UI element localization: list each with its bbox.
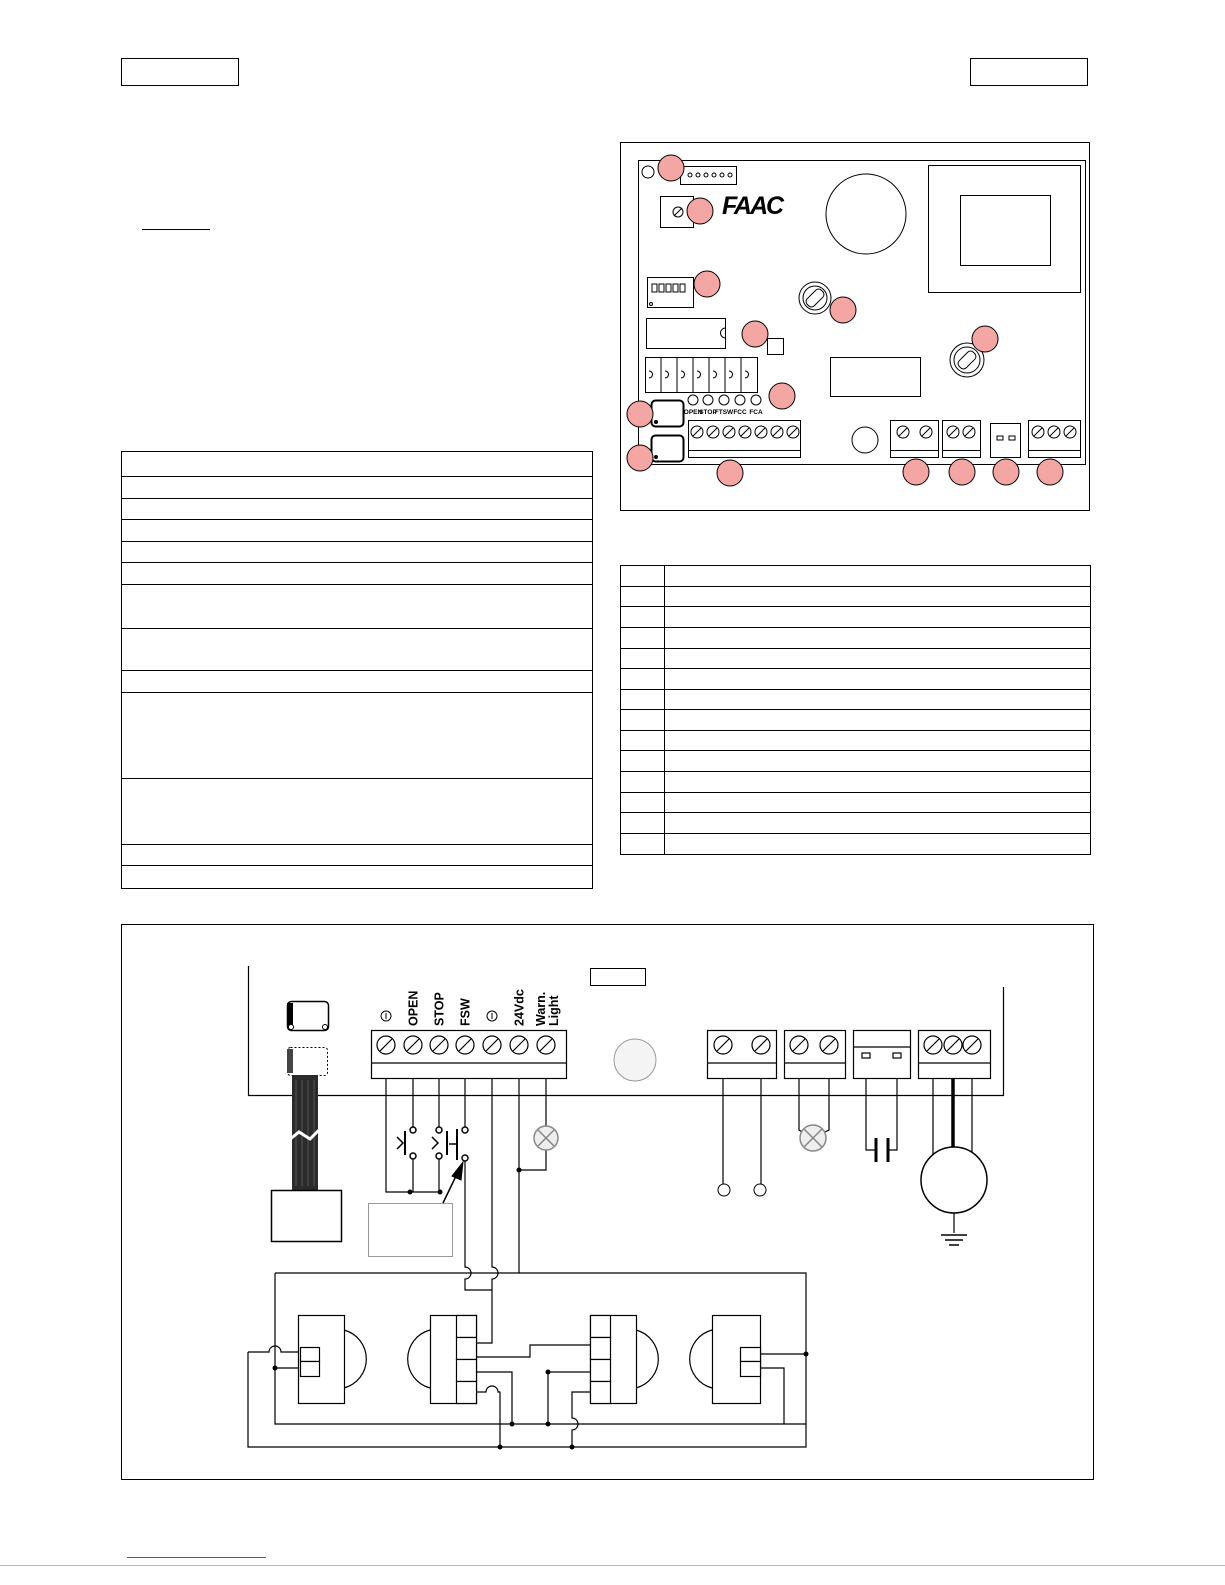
- table-cell: [122, 499, 592, 519]
- table-row: [621, 834, 1090, 855]
- motor-icon: [921, 1147, 987, 1213]
- table-row: [122, 845, 592, 866]
- dip-switch: [648, 278, 694, 308]
- table-cell-description: [665, 751, 1090, 771]
- table-cell-ref: [621, 587, 665, 606]
- table-cell-ref: [621, 793, 665, 812]
- table-cell-ref: [621, 607, 665, 627]
- table-row: [122, 693, 592, 779]
- led-lens: [614, 1039, 656, 1081]
- table-row: [122, 585, 592, 629]
- table-cell-description: [665, 772, 1090, 792]
- table-cell: [122, 779, 592, 844]
- table-cell: [122, 845, 592, 865]
- low-voltage-terminal-block: [688, 421, 801, 458]
- led-label-fcc: FCC: [733, 409, 747, 416]
- callout-marker: [658, 155, 684, 181]
- footer-link-underline: [127, 1557, 266, 1558]
- led-label-ftsw: FTSW: [714, 409, 734, 416]
- faac-logo: FAAC: [722, 192, 783, 220]
- terminal-label-stop: STOP: [432, 992, 447, 1026]
- table-cell-ref: [621, 772, 665, 792]
- callout-marker: [687, 198, 713, 224]
- table-cell-ref: [621, 669, 665, 689]
- callout-marker: [627, 445, 653, 471]
- table-row: [621, 649, 1090, 669]
- power-relay: [831, 358, 921, 397]
- components-table: [620, 565, 1091, 855]
- table-cell-description: [665, 793, 1090, 812]
- table-row: [122, 779, 592, 845]
- callout-marker: [717, 460, 743, 486]
- footer-rule: [0, 1565, 1225, 1566]
- table-cell: [122, 452, 592, 476]
- table-cell-ref: [621, 834, 665, 855]
- table-cell: [122, 520, 592, 541]
- warning-lamp-icon: [534, 1126, 558, 1150]
- table-row: [621, 669, 1090, 690]
- callout-marker: [627, 401, 653, 427]
- note-box: [369, 1204, 453, 1257]
- table-cell-description: [665, 587, 1090, 606]
- led-lens: [852, 427, 878, 453]
- table-cell: [122, 671, 592, 692]
- table-row: [122, 542, 592, 563]
- mounting-hole: [642, 166, 654, 178]
- table-cell: [122, 542, 592, 562]
- terminal-label-warn: Warn.: [534, 991, 548, 1026]
- board-layout-diagram: [620, 142, 1090, 511]
- table-cell-description: [665, 813, 1090, 833]
- table-cell-description: [665, 607, 1090, 627]
- table-row: [122, 629, 592, 671]
- led-stop: [703, 395, 713, 405]
- wiring-diagram: [121, 924, 1094, 1480]
- table-row: [621, 690, 1090, 710]
- table-row: [122, 866, 592, 889]
- table-cell-description: [665, 669, 1090, 689]
- table-row: [621, 731, 1090, 751]
- table-cell: [122, 477, 592, 498]
- table-cell: [122, 866, 592, 889]
- callout-marker: [903, 459, 929, 485]
- table-row: [621, 566, 1090, 587]
- table-cell: [122, 585, 592, 628]
- led-label-fca: FCA: [749, 409, 763, 416]
- callout-marker: [972, 326, 998, 352]
- callout-marker: [993, 459, 1019, 485]
- table-row: [621, 793, 1090, 813]
- table-row: [122, 452, 592, 477]
- led-open: [688, 395, 698, 405]
- buzzer-capacitor: [826, 174, 906, 254]
- terminal-label-fsw: FSW: [458, 998, 473, 1026]
- courtesy-lamp-icon: [800, 1125, 826, 1151]
- led-fca: [751, 395, 761, 405]
- table-cell: [122, 693, 592, 778]
- callout-marker: [830, 297, 856, 323]
- header-right-box: [970, 58, 1088, 86]
- led-fcc: [735, 395, 745, 405]
- table-row: [621, 587, 1090, 607]
- callout-marker: [769, 383, 795, 409]
- header-left-box: [121, 58, 239, 86]
- table-cell-description: [665, 710, 1090, 730]
- negative-terminal-2-icon: [487, 1011, 497, 1021]
- table-cell-ref: [621, 566, 665, 586]
- table-cell-ref: [621, 649, 665, 668]
- table-row: [621, 628, 1090, 649]
- terminal-label-open: OPEN: [406, 990, 421, 1026]
- table-row: [122, 520, 592, 542]
- callout-marker: [742, 321, 768, 347]
- table-cell-ref: [621, 710, 665, 730]
- table-cell-description: [665, 628, 1090, 648]
- led-label-open: OPEN: [683, 409, 703, 416]
- table-row: [621, 607, 1090, 628]
- terminal-label-24vdc: 24Vdc: [512, 989, 527, 1026]
- underline-mark: [142, 229, 210, 230]
- power-supply-terminal: [718, 1184, 730, 1196]
- table-cell-ref: [621, 690, 665, 709]
- table-cell-description: [665, 649, 1090, 668]
- table-row: [122, 671, 592, 693]
- negative-terminal-1-icon: [381, 1011, 391, 1021]
- table-cell-description: [665, 731, 1090, 750]
- terminal-label-light: Light: [547, 995, 561, 1026]
- table-cell-description: [665, 566, 1090, 586]
- specifications-table: [121, 451, 593, 889]
- input-terminal-block: [371, 1031, 567, 1079]
- radio-connector-bottom: [288, 1048, 328, 1076]
- table-row: [621, 772, 1090, 793]
- table-row: [122, 563, 592, 585]
- table-cell-ref: [621, 751, 665, 771]
- table-row: [122, 477, 592, 499]
- callout-marker: [694, 271, 720, 297]
- relay-bank: [646, 357, 758, 393]
- microcontroller: [647, 319, 726, 349]
- reset-button: [768, 339, 784, 355]
- table-cell-description: [665, 690, 1090, 709]
- led-ftsw: [719, 395, 729, 405]
- callout-marker: [1037, 459, 1063, 485]
- board-label-box: [591, 969, 646, 986]
- table-cell-ref: [621, 813, 665, 833]
- callout-marker: [949, 459, 975, 485]
- table-row: [621, 813, 1090, 834]
- radio-receiver-box: [272, 1191, 342, 1242]
- led-label-stop: STOP: [699, 409, 717, 416]
- table-row: [621, 751, 1090, 772]
- table-cell-description: [665, 834, 1090, 855]
- table-row: [621, 710, 1090, 731]
- table-cell: [122, 629, 592, 670]
- table-cell-ref: [621, 628, 665, 648]
- table-row: [122, 499, 592, 520]
- table-cell-ref: [621, 731, 665, 750]
- table-cell: [122, 563, 592, 584]
- fuse-1: [799, 282, 831, 314]
- power-supply-terminal: [754, 1184, 766, 1196]
